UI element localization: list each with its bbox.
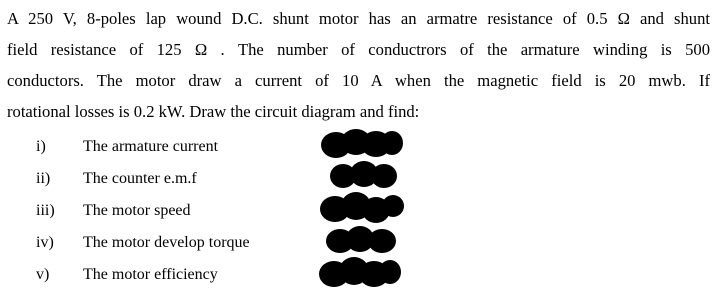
item-text: The armature current bbox=[83, 138, 219, 155]
list-item bbox=[36, 259, 336, 291]
item-number: iii) bbox=[36, 202, 55, 219]
problem-line-3: conductors. The motor draw a current of 10 A when the magnetic field is 20 mwb. If bbox=[7, 71, 710, 90]
redaction-blot bbox=[321, 129, 403, 158]
list-item bbox=[36, 131, 336, 163]
redaction-blot bbox=[326, 226, 396, 253]
item-text: The motor efficiency bbox=[83, 266, 218, 283]
question-list bbox=[36, 131, 336, 291]
problem-line-2: field resistance of 125 Ω . The number of conductrors of the armature winding is 500 bbox=[7, 40, 710, 59]
redaction-blot bbox=[319, 257, 401, 287]
list-item bbox=[36, 163, 336, 195]
list-item bbox=[36, 227, 336, 259]
item-number: iv) bbox=[36, 234, 54, 251]
redaction-blot bbox=[330, 161, 397, 188]
item-number: i) bbox=[36, 138, 46, 155]
item-text: The counter e.m.f bbox=[83, 170, 197, 187]
redaction-marks bbox=[318, 126, 408, 291]
item-text: The motor speed bbox=[83, 202, 191, 219]
item-text: The motor develop torque bbox=[83, 234, 250, 251]
list-item bbox=[36, 195, 336, 227]
redaction-blot bbox=[320, 192, 404, 223]
problem-line-1: A 250 V, 8-poles lap wound D.C. shunt motor has an armatre resistance of 0.5 Ω and shunt bbox=[7, 9, 710, 28]
problem-statement bbox=[7, 3, 710, 127]
problem-line-4: rotational losses is 0.2 kW. Draw the circuit diagram and find: bbox=[7, 102, 420, 121]
item-number: v) bbox=[36, 266, 50, 283]
item-number: ii) bbox=[36, 170, 51, 187]
